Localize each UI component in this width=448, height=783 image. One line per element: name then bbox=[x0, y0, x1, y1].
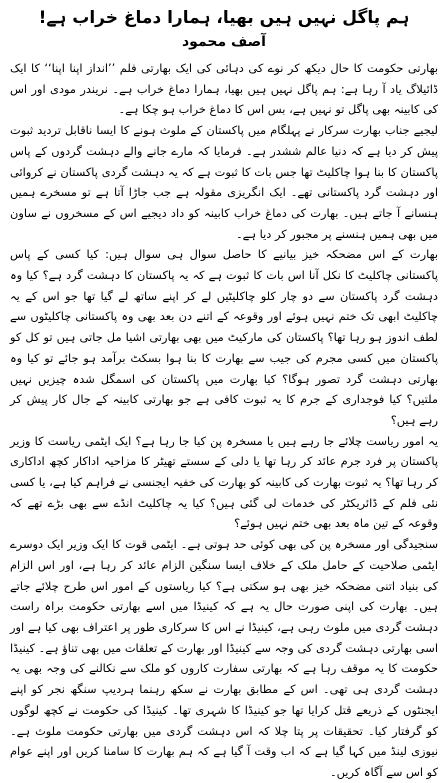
article-headline: ہم پاگل نہیں ہیں بھیا، ہمارا دماغ خراب ہے! bbox=[38, 8, 410, 28]
article-paragraph: یہ امور ریاست چلائے جا رہے ہیں یا مسخرہ پن کیا جا رہا ہے؟ ایک ایٹمی ریاست کا وزیر پاکستان پر فرد جرم عائد کر رہا تھا یا دلی کے سستے تھیٹر کا مزاحیہ اداکار کچھ اداکاری کر رہا تھا؟ یہ ثبوت بھارت کی کابینہ کو بھارت کی خفیہ ایجنسی نے فراہم کیا ہے، یا کسی نئی فلم کے ڈائریکٹر کی خدمات لی گئی ہیں؟ کیا یہ چاکلیٹ انڈے سے بھی بڑے تھے کہ وقوعہ کے تین ماہ بعد بھی ختم نہیں ہوئے؟ bbox=[10, 433, 438, 531]
article-body bbox=[10, 58, 438, 783]
article-paragraph: بھارتی حکومت کا حال دیکھ کر نوے کی دہائی کی ایک بھارتی فلم ’’انداز اپنا اپنا‘‘ کا ایک ڈائیلاگ یاد آ رہا ہے: ہم پاگل نہیں ہیں بھیا، ہمارا دماغ خراب ہے۔ نریندر مودی اور اس کی کابینہ بھی پاگل تو نہیں ہے، بس اس کا دماغ خراب ہو چکا ہے۔ bbox=[10, 61, 438, 117]
article-paragraph: لیجیے جناب بھارت سرکار نے پہلگام میں پاکستان کے ملوث ہونے کا ایسا ناقابل تردید ثبوت پیش کر دیا ہے کہ دنیا عالم ششدر ہے۔ فرمایا کہ مارے جانے والے دہشت گردوں کے پاس پاکستان کا بنا ہوا چاکلیٹ تھا جس بات کا ثبوت ہے کہ یہ دہشت گردی پاکستان نے کروائی اور دہشت گرد پاکستانی تھے۔ ایک انگریزی مقولہ ہے جب جاڑا آتا ہے تو مسخرے ہمیں ہنسانے آ جاتے ہیں۔ بھارت کی دماغ خراب کابینہ کو داد دیجیے اس کے مسخروں نے ساون میں بھی ہمیں ہنسنے پر مجبور کر دیا ہے۔ bbox=[10, 123, 438, 241]
article-paragraph: سنجیدگی اور مسخرہ پن کی بھی کوئی حد ہوتی ہے۔ ایٹمی قوت کا ایک وزیر ایک دوسرے ایٹمی صلاحیت کے حامل ملک کے خلاف ایسا سنگین الزام عائد کر رہا ہے، اور اس الزام کی بنیاد اتنی مضحکہ خیز بھی ہو سکتی ہے؟ کیا ریاستوں کے امور اس طرح چلائے جاتے ہیں۔ بھارت کی اپنی صورت حال یہ ہے کہ کینیڈا میں اسے بھارتی حکومت براہ راست دہشت گردی میں ملوث رہی ہے، کینیڈا نے اس کا سرکاری طور پر اعتراف بھی کیا ہے اور اسی بھارتی دہشت گردی کی وجہ سے کینیڈا اور بھارت کے تعلقات میں بھی تناؤ ہے۔ کینیڈا حکومت کا یہ موقف رہا ہے کہ بھارتی سفارت کاروں کو ملک سے نکالنے کی وجہ بھی یہ دہشت گردی ہی تھی۔ اس کے مطابق بھارت نے سکھ رہنما ہردیپ سنگھ نجر کو اپنے ایجنٹوں کے ذریعے قتل کرایا تھا جو کینیڈا کا شہری تھا۔ کینیڈا کی حکومت نے کچھ لوگوں کو گرفتار کیا۔ تحقیقات پر پتا چلا کہ اس دہشت گردی میں بھارتی حکومت ملوث ہے۔ نیوزی لینڈ میں کہا گیا ہے کہ اب وقت آ گیا ہے کہ ہم بھارت کا سامنا کریں اور اپنے عوام کو اس سے آگاہ کریں۔ bbox=[10, 537, 438, 779]
article-paragraph: بھارت کے اس مضحکہ خیز بیانیے کا حاصل سوال ہی سوال ہیں: کیا کسی کے پاس پاکستانی چاکلیٹ کا نکل آنا اس بات کا ثبوت ہے کہ یہ پاکستان کا دہشت گرد ہے؟ کیا وہ دہشت گرد پاکستان سے دو چار کلو چاکلیٹیں لے کر اپنے ساتھ لے گیا تھا جو اس کے یہ چاکلیٹ ابھی تک ختم نہیں ہوئے اور وقوعہ کے اتنے دن بعد بھی وہ پاکستانی چاکلیٹوں سے لطف اندوز ہو رہا تھا؟ پاکستان کی مارکیٹ میں بھی بھارتی اشیا مل جاتی ہیں تو کل کو پاکستان میں کسی مجرم کی جیب سے بھارت کا بنا ہوا بسکٹ برآمد ہو جائے تو کیا وہ بھارتی دہشت گرد تصور ہوگا؟ کیا بھارت میں پاکستان کی اسمگل شدہ چیزیں نہیں ملتیں؟ کیا فوجداری کے جرم کا یہ ثبوت کافی ہے جو بھارتی کابینہ کے جال کار پیش کر رہے ہیں؟ bbox=[10, 247, 438, 427]
article-author: آصف محمود bbox=[182, 34, 266, 50]
